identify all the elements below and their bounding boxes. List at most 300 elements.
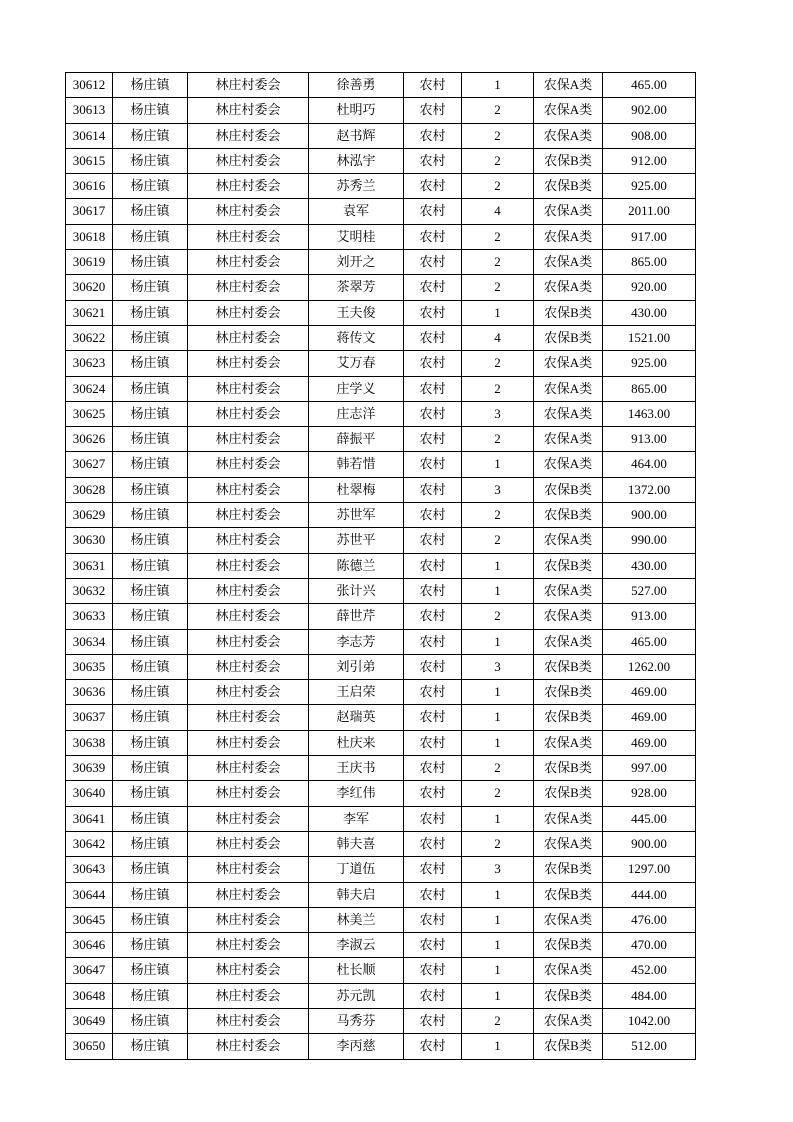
cell-category: 农保A类 bbox=[534, 275, 603, 300]
cell-count: 1 bbox=[462, 629, 534, 654]
cell-town: 杨庄镇 bbox=[113, 503, 188, 528]
table-row bbox=[66, 1008, 696, 1033]
cell-town: 杨庄镇 bbox=[113, 325, 188, 350]
cell-village: 林庄村委会 bbox=[188, 730, 309, 755]
cell-name: 韩夫启 bbox=[309, 882, 404, 907]
cell-count: 2 bbox=[462, 376, 534, 401]
cell-village: 林庄村委会 bbox=[188, 705, 309, 730]
cell-id: 30643 bbox=[66, 857, 113, 882]
cell-village: 林庄村委会 bbox=[188, 98, 309, 123]
cell-type: 农村 bbox=[404, 452, 462, 477]
cell-category: 农保B类 bbox=[534, 705, 603, 730]
cell-count: 1 bbox=[462, 1034, 534, 1059]
cell-amount: 865.00 bbox=[603, 250, 696, 275]
cell-count: 1 bbox=[462, 730, 534, 755]
cell-category: 农保B类 bbox=[534, 756, 603, 781]
cell-category: 农保B类 bbox=[534, 300, 603, 325]
cell-town: 杨庄镇 bbox=[113, 73, 188, 98]
cell-count: 2 bbox=[462, 123, 534, 148]
table-row bbox=[66, 553, 696, 578]
table-row bbox=[66, 756, 696, 781]
cell-count: 1 bbox=[462, 300, 534, 325]
cell-count: 2 bbox=[462, 756, 534, 781]
cell-name: 丁道伍 bbox=[309, 857, 404, 882]
cell-id: 30623 bbox=[66, 351, 113, 376]
cell-town: 杨庄镇 bbox=[113, 376, 188, 401]
cell-category: 农保B类 bbox=[534, 477, 603, 502]
cell-count: 2 bbox=[462, 174, 534, 199]
table-row bbox=[66, 452, 696, 477]
cell-type: 农村 bbox=[404, 882, 462, 907]
cell-town: 杨庄镇 bbox=[113, 123, 188, 148]
cell-id: 30650 bbox=[66, 1034, 113, 1059]
cell-amount: 908.00 bbox=[603, 123, 696, 148]
cell-town: 杨庄镇 bbox=[113, 1008, 188, 1033]
cell-name: 王庆书 bbox=[309, 756, 404, 781]
table-row bbox=[66, 730, 696, 755]
cell-id: 30645 bbox=[66, 907, 113, 932]
cell-id: 30647 bbox=[66, 958, 113, 983]
cell-village: 林庄村委会 bbox=[188, 629, 309, 654]
cell-id: 30634 bbox=[66, 629, 113, 654]
cell-category: 农保B类 bbox=[534, 174, 603, 199]
cell-category: 农保A类 bbox=[534, 401, 603, 426]
cell-id: 30622 bbox=[66, 325, 113, 350]
cell-village: 林庄村委会 bbox=[188, 781, 309, 806]
table-row bbox=[66, 427, 696, 452]
cell-town: 杨庄镇 bbox=[113, 452, 188, 477]
cell-id: 30626 bbox=[66, 427, 113, 452]
cell-type: 农村 bbox=[404, 983, 462, 1008]
cell-village: 林庄村委会 bbox=[188, 376, 309, 401]
cell-category: 农保A类 bbox=[534, 199, 603, 224]
table-row bbox=[66, 1034, 696, 1059]
table-row bbox=[66, 376, 696, 401]
cell-count: 1 bbox=[462, 907, 534, 932]
cell-name: 苏秀兰 bbox=[309, 174, 404, 199]
table-row bbox=[66, 831, 696, 856]
table-row bbox=[66, 781, 696, 806]
cell-category: 农保B类 bbox=[534, 148, 603, 173]
cell-name: 李志芳 bbox=[309, 629, 404, 654]
cell-village: 林庄村委会 bbox=[188, 857, 309, 882]
cell-type: 农村 bbox=[404, 831, 462, 856]
cell-category: 农保B类 bbox=[534, 325, 603, 350]
cell-town: 杨庄镇 bbox=[113, 781, 188, 806]
cell-town: 杨庄镇 bbox=[113, 98, 188, 123]
cell-name: 李淑云 bbox=[309, 933, 404, 958]
cell-town: 杨庄镇 bbox=[113, 604, 188, 629]
cell-count: 4 bbox=[462, 199, 534, 224]
table-row bbox=[66, 477, 696, 502]
cell-id: 30616 bbox=[66, 174, 113, 199]
cell-name: 刘引弟 bbox=[309, 654, 404, 679]
cell-amount: 913.00 bbox=[603, 427, 696, 452]
cell-id: 30628 bbox=[66, 477, 113, 502]
cell-amount: 920.00 bbox=[603, 275, 696, 300]
cell-type: 农村 bbox=[404, 553, 462, 578]
cell-category: 农保A类 bbox=[534, 604, 603, 629]
table-row bbox=[66, 604, 696, 629]
table-row bbox=[66, 629, 696, 654]
cell-count: 2 bbox=[462, 148, 534, 173]
cell-count: 1 bbox=[462, 680, 534, 705]
cell-amount: 444.00 bbox=[603, 882, 696, 907]
cell-name: 袁军 bbox=[309, 199, 404, 224]
cell-name: 杜长顺 bbox=[309, 958, 404, 983]
cell-category: 农保A类 bbox=[534, 98, 603, 123]
cell-count: 1 bbox=[462, 933, 534, 958]
cell-category: 农保A类 bbox=[534, 351, 603, 376]
cell-id: 30636 bbox=[66, 680, 113, 705]
cell-count: 1 bbox=[462, 958, 534, 983]
cell-village: 林庄村委会 bbox=[188, 654, 309, 679]
cell-name: 庄志洋 bbox=[309, 401, 404, 426]
table-row bbox=[66, 123, 696, 148]
cell-town: 杨庄镇 bbox=[113, 882, 188, 907]
table-row bbox=[66, 199, 696, 224]
cell-village: 林庄村委会 bbox=[188, 806, 309, 831]
cell-id: 30646 bbox=[66, 933, 113, 958]
cell-category: 农保A类 bbox=[534, 224, 603, 249]
cell-name: 苏元凯 bbox=[309, 983, 404, 1008]
cell-name: 徐善勇 bbox=[309, 73, 404, 98]
cell-category: 农保A类 bbox=[534, 123, 603, 148]
cell-amount: 1463.00 bbox=[603, 401, 696, 426]
cell-amount: 476.00 bbox=[603, 907, 696, 932]
table-row bbox=[66, 528, 696, 553]
cell-village: 林庄村委会 bbox=[188, 958, 309, 983]
cell-town: 杨庄镇 bbox=[113, 654, 188, 679]
cell-village: 林庄村委会 bbox=[188, 933, 309, 958]
table-body bbox=[66, 73, 696, 1060]
cell-name: 张计兴 bbox=[309, 578, 404, 603]
cell-amount: 445.00 bbox=[603, 806, 696, 831]
cell-count: 2 bbox=[462, 224, 534, 249]
cell-type: 农村 bbox=[404, 148, 462, 173]
cell-category: 农保A类 bbox=[534, 907, 603, 932]
table-row bbox=[66, 98, 696, 123]
cell-category: 农保B类 bbox=[534, 857, 603, 882]
cell-count: 1 bbox=[462, 73, 534, 98]
benefits-table bbox=[65, 72, 696, 1060]
cell-type: 农村 bbox=[404, 250, 462, 275]
cell-town: 杨庄镇 bbox=[113, 275, 188, 300]
cell-id: 30648 bbox=[66, 983, 113, 1008]
cell-type: 农村 bbox=[404, 680, 462, 705]
cell-type: 农村 bbox=[404, 756, 462, 781]
cell-type: 农村 bbox=[404, 503, 462, 528]
cell-type: 农村 bbox=[404, 806, 462, 831]
cell-id: 30613 bbox=[66, 98, 113, 123]
cell-name: 刘开之 bbox=[309, 250, 404, 275]
cell-amount: 430.00 bbox=[603, 553, 696, 578]
cell-category: 农保A类 bbox=[534, 1008, 603, 1033]
cell-name: 赵瑞英 bbox=[309, 705, 404, 730]
cell-town: 杨庄镇 bbox=[113, 907, 188, 932]
cell-amount: 465.00 bbox=[603, 629, 696, 654]
cell-type: 农村 bbox=[404, 275, 462, 300]
cell-village: 林庄村委会 bbox=[188, 503, 309, 528]
cell-amount: 430.00 bbox=[603, 300, 696, 325]
cell-village: 林庄村委会 bbox=[188, 123, 309, 148]
cell-count: 2 bbox=[462, 831, 534, 856]
cell-town: 杨庄镇 bbox=[113, 578, 188, 603]
cell-town: 杨庄镇 bbox=[113, 528, 188, 553]
cell-id: 30649 bbox=[66, 1008, 113, 1033]
cell-name: 杜翠梅 bbox=[309, 477, 404, 502]
cell-count: 1 bbox=[462, 983, 534, 1008]
table-row bbox=[66, 654, 696, 679]
cell-amount: 925.00 bbox=[603, 174, 696, 199]
cell-village: 林庄村委会 bbox=[188, 831, 309, 856]
cell-name: 赵书辉 bbox=[309, 123, 404, 148]
cell-category: 农保A类 bbox=[534, 730, 603, 755]
cell-amount: 1262.00 bbox=[603, 654, 696, 679]
cell-name: 茶翠芳 bbox=[309, 275, 404, 300]
table-row bbox=[66, 275, 696, 300]
cell-type: 农村 bbox=[404, 376, 462, 401]
cell-amount: 1521.00 bbox=[603, 325, 696, 350]
cell-type: 农村 bbox=[404, 933, 462, 958]
table-row bbox=[66, 174, 696, 199]
cell-name: 陈德兰 bbox=[309, 553, 404, 578]
cell-village: 林庄村委会 bbox=[188, 1034, 309, 1059]
cell-id: 30615 bbox=[66, 148, 113, 173]
cell-category: 农保A类 bbox=[534, 250, 603, 275]
cell-id: 30617 bbox=[66, 199, 113, 224]
cell-amount: 469.00 bbox=[603, 705, 696, 730]
cell-category: 农保A类 bbox=[534, 629, 603, 654]
cell-name: 薛世芹 bbox=[309, 604, 404, 629]
cell-type: 农村 bbox=[404, 1008, 462, 1033]
cell-category: 农保A类 bbox=[534, 376, 603, 401]
cell-village: 林庄村委会 bbox=[188, 882, 309, 907]
cell-type: 农村 bbox=[404, 857, 462, 882]
table-row bbox=[66, 933, 696, 958]
cell-name: 艾明桂 bbox=[309, 224, 404, 249]
cell-id: 30627 bbox=[66, 452, 113, 477]
cell-name: 林美兰 bbox=[309, 907, 404, 932]
cell-id: 30641 bbox=[66, 806, 113, 831]
cell-count: 1 bbox=[462, 882, 534, 907]
cell-count: 3 bbox=[462, 654, 534, 679]
cell-category: 农保A类 bbox=[534, 831, 603, 856]
cell-town: 杨庄镇 bbox=[113, 199, 188, 224]
cell-id: 30644 bbox=[66, 882, 113, 907]
cell-category: 农保B类 bbox=[534, 882, 603, 907]
cell-village: 林庄村委会 bbox=[188, 578, 309, 603]
cell-name: 蒋传文 bbox=[309, 325, 404, 350]
cell-town: 杨庄镇 bbox=[113, 983, 188, 1008]
cell-amount: 1042.00 bbox=[603, 1008, 696, 1033]
cell-town: 杨庄镇 bbox=[113, 756, 188, 781]
cell-village: 林庄村委会 bbox=[188, 477, 309, 502]
cell-count: 2 bbox=[462, 781, 534, 806]
cell-category: 农保B类 bbox=[534, 983, 603, 1008]
table-row bbox=[66, 73, 696, 98]
cell-category: 农保B类 bbox=[534, 553, 603, 578]
cell-category: 农保A类 bbox=[534, 73, 603, 98]
cell-town: 杨庄镇 bbox=[113, 148, 188, 173]
cell-id: 30614 bbox=[66, 123, 113, 148]
table-row bbox=[66, 806, 696, 831]
cell-id: 30631 bbox=[66, 553, 113, 578]
table-row bbox=[66, 958, 696, 983]
cell-village: 林庄村委会 bbox=[188, 452, 309, 477]
cell-count: 2 bbox=[462, 250, 534, 275]
cell-town: 杨庄镇 bbox=[113, 401, 188, 426]
cell-amount: 865.00 bbox=[603, 376, 696, 401]
cell-village: 林庄村委会 bbox=[188, 351, 309, 376]
cell-category: 农保B类 bbox=[534, 654, 603, 679]
table-row bbox=[66, 680, 696, 705]
cell-town: 杨庄镇 bbox=[113, 351, 188, 376]
cell-village: 林庄村委会 bbox=[188, 528, 309, 553]
cell-id: 30629 bbox=[66, 503, 113, 528]
cell-type: 农村 bbox=[404, 123, 462, 148]
cell-id: 30638 bbox=[66, 730, 113, 755]
cell-village: 林庄村委会 bbox=[188, 756, 309, 781]
cell-amount: 484.00 bbox=[603, 983, 696, 1008]
cell-type: 农村 bbox=[404, 907, 462, 932]
cell-amount: 465.00 bbox=[603, 73, 696, 98]
cell-amount: 900.00 bbox=[603, 503, 696, 528]
cell-town: 杨庄镇 bbox=[113, 174, 188, 199]
cell-id: 30612 bbox=[66, 73, 113, 98]
cell-category: 农保A类 bbox=[534, 578, 603, 603]
cell-village: 林庄村委会 bbox=[188, 250, 309, 275]
cell-category: 农保B类 bbox=[534, 680, 603, 705]
cell-type: 农村 bbox=[404, 73, 462, 98]
cell-amount: 469.00 bbox=[603, 730, 696, 755]
cell-town: 杨庄镇 bbox=[113, 806, 188, 831]
cell-town: 杨庄镇 bbox=[113, 1034, 188, 1059]
cell-type: 农村 bbox=[404, 199, 462, 224]
cell-count: 1 bbox=[462, 806, 534, 831]
cell-amount: 997.00 bbox=[603, 756, 696, 781]
cell-name: 李丙慈 bbox=[309, 1034, 404, 1059]
cell-type: 农村 bbox=[404, 325, 462, 350]
cell-amount: 928.00 bbox=[603, 781, 696, 806]
cell-name: 李红伟 bbox=[309, 781, 404, 806]
cell-type: 农村 bbox=[404, 528, 462, 553]
cell-type: 农村 bbox=[404, 629, 462, 654]
table-row bbox=[66, 148, 696, 173]
cell-amount: 917.00 bbox=[603, 224, 696, 249]
cell-town: 杨庄镇 bbox=[113, 958, 188, 983]
table-row bbox=[66, 250, 696, 275]
cell-count: 3 bbox=[462, 477, 534, 502]
cell-id: 30619 bbox=[66, 250, 113, 275]
cell-town: 杨庄镇 bbox=[113, 831, 188, 856]
cell-type: 农村 bbox=[404, 604, 462, 629]
cell-town: 杨庄镇 bbox=[113, 680, 188, 705]
cell-amount: 990.00 bbox=[603, 528, 696, 553]
cell-count: 3 bbox=[462, 857, 534, 882]
cell-id: 30642 bbox=[66, 831, 113, 856]
cell-village: 林庄村委会 bbox=[188, 199, 309, 224]
cell-village: 林庄村委会 bbox=[188, 907, 309, 932]
cell-village: 林庄村委会 bbox=[188, 680, 309, 705]
cell-type: 农村 bbox=[404, 300, 462, 325]
cell-type: 农村 bbox=[404, 174, 462, 199]
cell-village: 林庄村委会 bbox=[188, 1008, 309, 1033]
cell-amount: 902.00 bbox=[603, 98, 696, 123]
cell-type: 农村 bbox=[404, 705, 462, 730]
cell-count: 3 bbox=[462, 401, 534, 426]
cell-village: 林庄村委会 bbox=[188, 604, 309, 629]
cell-village: 林庄村委会 bbox=[188, 553, 309, 578]
cell-category: 农保A类 bbox=[534, 427, 603, 452]
cell-type: 农村 bbox=[404, 98, 462, 123]
cell-category: 农保A类 bbox=[534, 806, 603, 831]
table-row bbox=[66, 325, 696, 350]
cell-category: 农保A类 bbox=[534, 528, 603, 553]
cell-name: 韩夫喜 bbox=[309, 831, 404, 856]
cell-village: 林庄村委会 bbox=[188, 401, 309, 426]
cell-id: 30620 bbox=[66, 275, 113, 300]
cell-village: 林庄村委会 bbox=[188, 224, 309, 249]
cell-amount: 1297.00 bbox=[603, 857, 696, 882]
cell-category: 农保A类 bbox=[534, 958, 603, 983]
cell-amount: 470.00 bbox=[603, 933, 696, 958]
cell-id: 30624 bbox=[66, 376, 113, 401]
cell-name: 马秀芬 bbox=[309, 1008, 404, 1033]
cell-id: 30621 bbox=[66, 300, 113, 325]
cell-id: 30640 bbox=[66, 781, 113, 806]
cell-id: 30635 bbox=[66, 654, 113, 679]
table-row bbox=[66, 351, 696, 376]
cell-name: 杜庆来 bbox=[309, 730, 404, 755]
cell-id: 30630 bbox=[66, 528, 113, 553]
cell-category: 农保B类 bbox=[534, 503, 603, 528]
cell-village: 林庄村委会 bbox=[188, 983, 309, 1008]
cell-count: 2 bbox=[462, 98, 534, 123]
cell-town: 杨庄镇 bbox=[113, 300, 188, 325]
cell-type: 农村 bbox=[404, 958, 462, 983]
cell-village: 林庄村委会 bbox=[188, 300, 309, 325]
table-row bbox=[66, 705, 696, 730]
cell-amount: 464.00 bbox=[603, 452, 696, 477]
cell-name: 庄学义 bbox=[309, 376, 404, 401]
cell-type: 农村 bbox=[404, 1034, 462, 1059]
cell-town: 杨庄镇 bbox=[113, 477, 188, 502]
cell-count: 2 bbox=[462, 528, 534, 553]
cell-count: 2 bbox=[462, 351, 534, 376]
cell-name: 薛振平 bbox=[309, 427, 404, 452]
cell-type: 农村 bbox=[404, 427, 462, 452]
cell-count: 1 bbox=[462, 578, 534, 603]
cell-name: 李军 bbox=[309, 806, 404, 831]
cell-count: 2 bbox=[462, 275, 534, 300]
table-row bbox=[66, 224, 696, 249]
cell-town: 杨庄镇 bbox=[113, 730, 188, 755]
cell-amount: 469.00 bbox=[603, 680, 696, 705]
table-row bbox=[66, 578, 696, 603]
cell-town: 杨庄镇 bbox=[113, 553, 188, 578]
cell-town: 杨庄镇 bbox=[113, 629, 188, 654]
cell-village: 林庄村委会 bbox=[188, 275, 309, 300]
cell-town: 杨庄镇 bbox=[113, 427, 188, 452]
cell-type: 农村 bbox=[404, 401, 462, 426]
cell-type: 农村 bbox=[404, 477, 462, 502]
cell-name: 王夫俊 bbox=[309, 300, 404, 325]
cell-category: 农保B类 bbox=[534, 1034, 603, 1059]
table-row bbox=[66, 857, 696, 882]
table-row bbox=[66, 503, 696, 528]
cell-category: 农保B类 bbox=[534, 781, 603, 806]
